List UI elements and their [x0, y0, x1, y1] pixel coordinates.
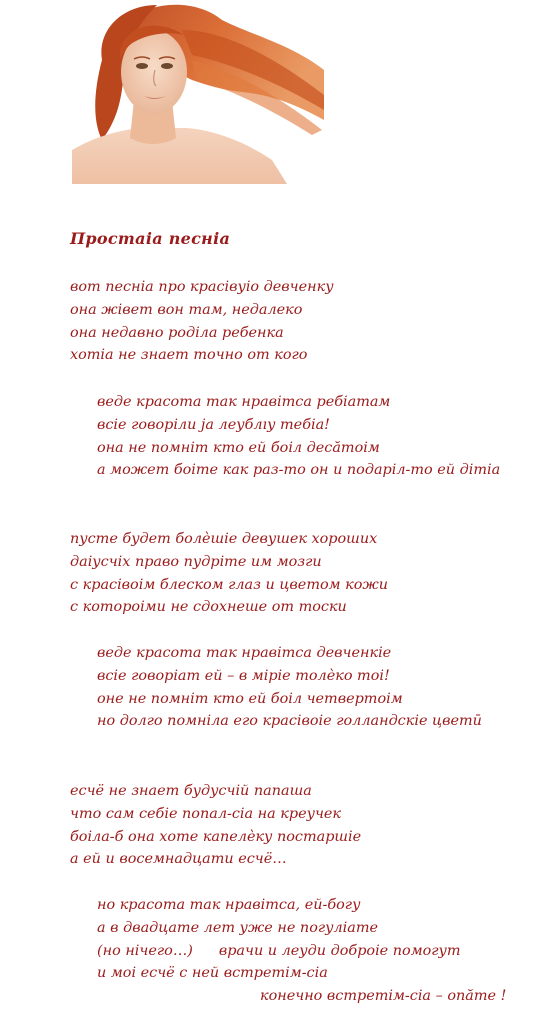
poem-line: но красота так нравітса, ей-богу [97, 897, 361, 913]
poem-line: есчё не знает будусчій папаша [70, 783, 312, 799]
refrain-3 [97, 894, 506, 1008]
poem-line: но долго помніла его красівоіе голландскіе цветӣ [97, 713, 482, 730]
stanza-2 [70, 528, 388, 619]
poem-line: вот песніа про красівуіо девченку [70, 279, 334, 295]
poem-final-line: конечно встретім-сіа – опӑте ! [260, 988, 507, 1005]
poem-line: даіусчіх право пудріте им мозги [70, 553, 322, 570]
poem-line: а ей и восемнадцати есчё… [70, 851, 287, 868]
portrait-photo [72, 0, 324, 184]
stanza-3 [70, 780, 361, 871]
poem-line: всіе говоріат ей – в міріе толѐко тоі! [97, 667, 390, 684]
poem-title: Простаіа песніа [70, 229, 231, 248]
poem-line: что сам себіе попал-сіа на креучек [70, 805, 342, 822]
poem-line-split [97, 940, 506, 963]
poem-line: с красівоім блеском глаз и цветом кожи [70, 576, 389, 593]
poem-line: а может боіте как раз-то он и подаріл-то ей дітіа [97, 462, 501, 479]
poem-line: а в двадцате лет уже не погуліате [97, 919, 378, 936]
poem-line: она не помніт кто ей боіл десӑтоім [97, 439, 380, 456]
refrain-1 [97, 391, 500, 482]
poem-line: с котороіми не сдохнеше от тоски [70, 599, 347, 616]
poem-line: веде красота так нравітса ребіатам [97, 394, 391, 410]
poem-line: оне не помніт кто ей боіл четвертоім [97, 690, 403, 707]
poem-line-part: врачи и леуди доброіе помогут [218, 942, 461, 959]
poem-line: и моі есчё с ней встретім-сіа [97, 965, 328, 982]
poem-aside: (но нічего…) [97, 942, 193, 959]
poem-line: пусте будет болѐшіе девушек хороших [70, 531, 378, 547]
stanza-1 [70, 276, 334, 367]
poem-line: хотіа не знает точно от кого [70, 347, 308, 364]
poem-line: боіла-б она хоте капелѐку постаршіе [70, 828, 362, 845]
poem-line: всіе говоріли ја леублıу тебіа! [97, 416, 330, 433]
poem-line: она жівет вон там, недалеко [70, 301, 303, 318]
refrain-2 [97, 642, 482, 733]
poem-line: веде красота так нравітса девченкіе [97, 645, 392, 661]
poem-line: она недавно роділа ребенка [70, 324, 284, 341]
